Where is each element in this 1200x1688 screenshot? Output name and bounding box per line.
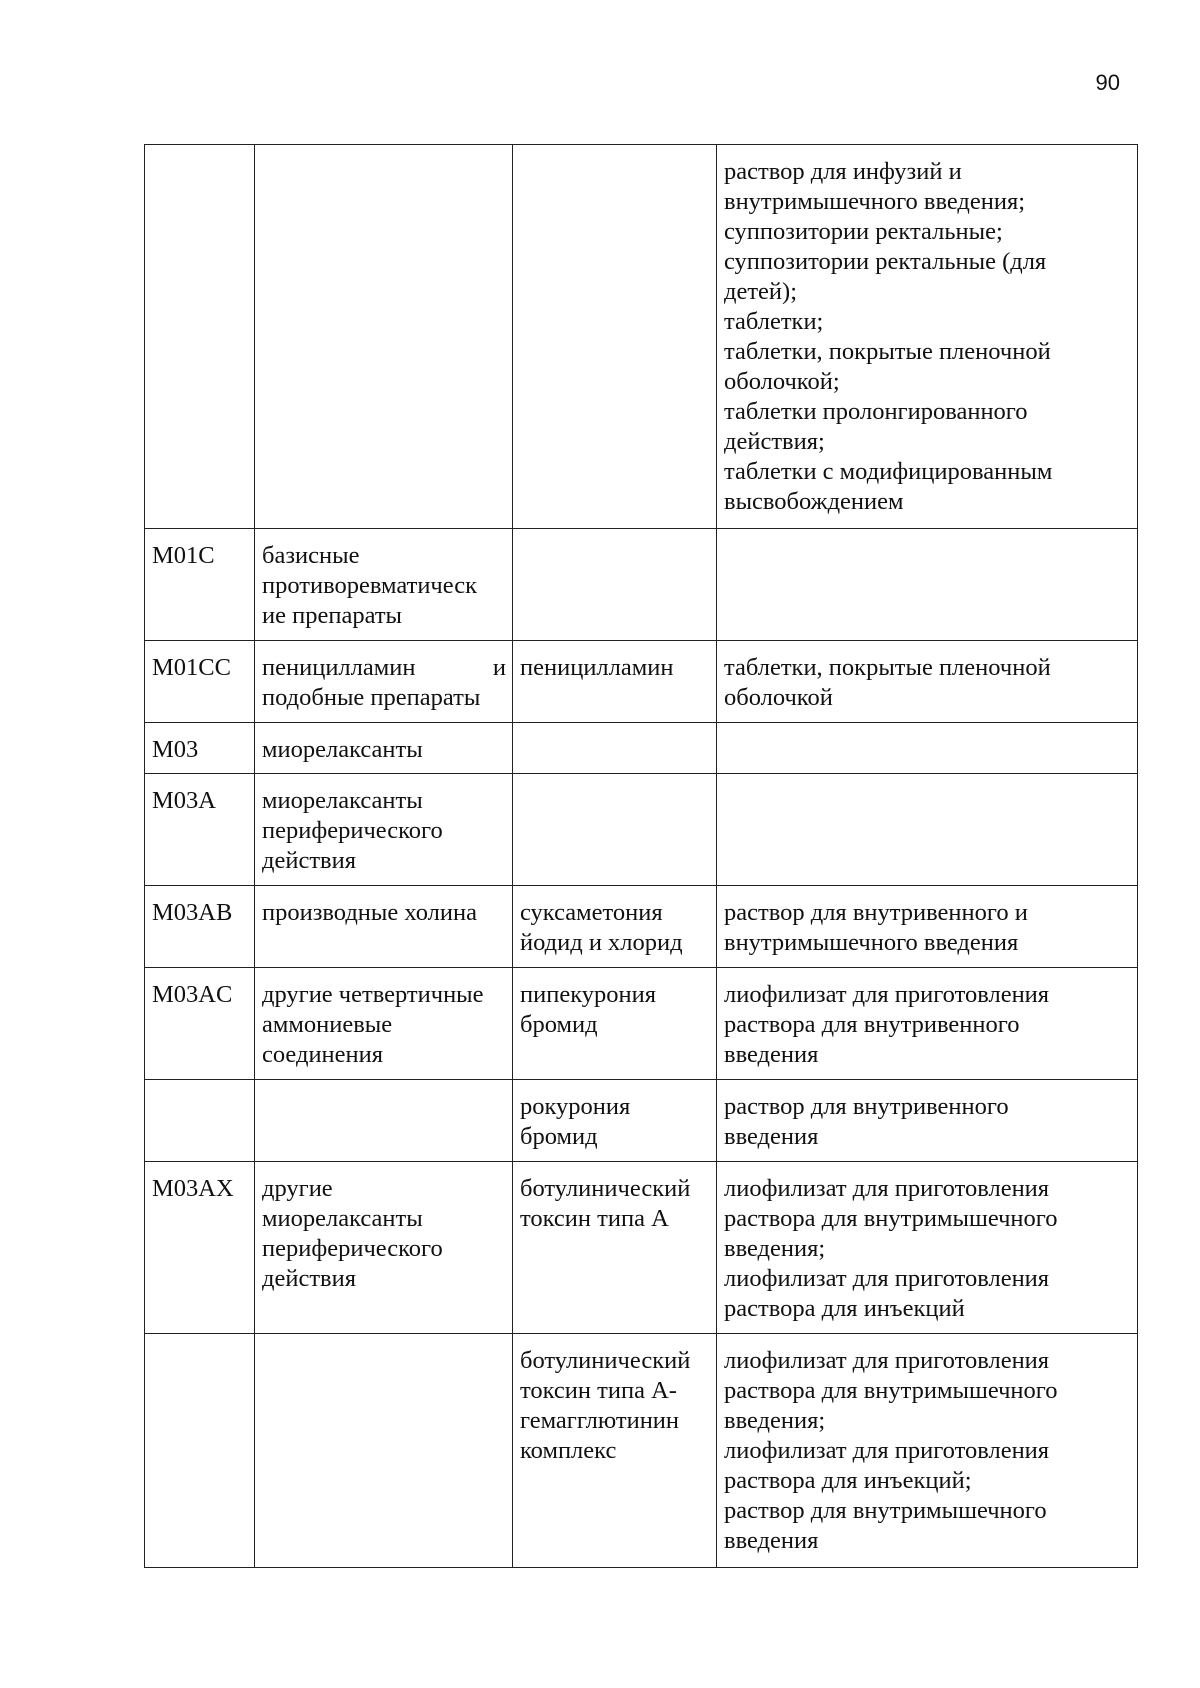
form-cell [717, 641, 1138, 723]
group-word: пеницилламин [262, 654, 416, 681]
dosage-form-line: лиофилизат для приготовления [724, 1347, 1050, 1374]
code-cell [145, 1162, 255, 1334]
group-line: миорелаксанты [262, 736, 423, 763]
form-cell [717, 145, 1138, 529]
dosage-form-line: введения; [724, 1407, 826, 1434]
name-cell [513, 723, 717, 774]
dosage-form-line: раствор для инфузий и [724, 158, 962, 185]
table-row [145, 968, 1138, 1080]
dosage-form-line: таблетки с модифицированным [724, 458, 1053, 485]
form-cell [717, 529, 1138, 641]
dosage-form-line: раствор для внутривенного и [724, 899, 1028, 926]
atc-code: M03AB [152, 899, 233, 926]
form-cell [717, 774, 1138, 886]
dosage-form-line: лиофилизат для приготовления [724, 1437, 1050, 1464]
group-line: действия [262, 847, 356, 874]
dosage-form-line: лиофилизат для приготовления [724, 1175, 1050, 1202]
dosage-form-line: раствора для внутримышечного [724, 1205, 1058, 1232]
dosage-form-line: таблетки, покрытые пленочной [724, 654, 1051, 681]
drug-name-line: токсин типа А- [520, 1377, 677, 1404]
table-row [145, 1080, 1138, 1162]
name-cell [513, 1162, 717, 1334]
drug-name-line: комплекс [520, 1437, 617, 1464]
group-line: действия [262, 1265, 356, 1292]
drug-name-line: ботулинический [520, 1175, 691, 1202]
drug-name-line: йодид и хлорид [520, 929, 683, 956]
group-line: аммониевые [262, 1011, 393, 1038]
dosage-form-line: высвобождением [724, 488, 904, 515]
dosage-form-line: введения [724, 1041, 819, 1068]
table-row [145, 723, 1138, 774]
drug-name-line: гемагглютинин [520, 1407, 680, 1434]
drug-name-line: токсин типа А [520, 1205, 669, 1232]
code-cell [145, 145, 255, 529]
atc-code: M03A [152, 787, 216, 814]
name-cell [513, 641, 717, 723]
dosage-form-line: внутримышечного введения; [724, 188, 1026, 215]
group-cell [255, 1162, 513, 1334]
group-cell [255, 1080, 513, 1162]
name-cell [513, 968, 717, 1080]
group-line: периферического [262, 817, 443, 844]
table-row [145, 1334, 1138, 1568]
group-cell [255, 1334, 513, 1568]
atc-code: M01C [152, 542, 215, 569]
code-cell [145, 723, 255, 774]
page-number: 90 [1095, 70, 1120, 95]
group-cell [255, 529, 513, 641]
group-line: базисные [262, 542, 360, 569]
drug-name-line: суксаметония [520, 899, 663, 926]
name-cell [513, 1334, 717, 1568]
drug-name-line: пеницилламин [520, 654, 674, 681]
form-cell [717, 1334, 1138, 1568]
dosage-form-line: таблетки, покрытые пленочной [724, 338, 1051, 365]
dosage-form-line: оболочкой; [724, 368, 840, 395]
dosage-form-line: введения; [724, 1235, 826, 1262]
dosage-form-line: внутримышечного введения [724, 929, 1019, 956]
table-row [145, 1162, 1138, 1334]
form-cell [717, 1162, 1138, 1334]
atc-code: M03AC [152, 981, 233, 1008]
form-cell [717, 968, 1138, 1080]
dosage-form-line: лиофилизат для приготовления [724, 1265, 1050, 1292]
name-cell [513, 886, 717, 968]
dosage-form-line: лиофилизат для приготовления [724, 981, 1050, 1008]
group-line: подобные препараты [262, 684, 481, 711]
group-line: соединения [262, 1041, 384, 1068]
code-cell [145, 529, 255, 641]
drug-name-line: бромид [520, 1123, 598, 1150]
form-cell [717, 886, 1138, 968]
atc-code: M03 [152, 736, 199, 763]
dosage-form-line: раствор для внутривенного [724, 1093, 1009, 1120]
group-cell [255, 145, 513, 529]
table-row [145, 529, 1138, 641]
dosage-form-line: таблетки пролонгированного [724, 398, 1028, 425]
drug-name-line: ботулинический [520, 1347, 691, 1374]
dosage-form-line: суппозитории ректальные; [724, 218, 1003, 245]
table-row [145, 886, 1138, 968]
dosage-form-line: введения [724, 1527, 819, 1554]
group-cell [255, 641, 513, 723]
table-body [145, 145, 1138, 1568]
name-cell [513, 145, 717, 529]
dosage-form-line: раствора для внутримышечного [724, 1377, 1058, 1404]
code-cell [145, 641, 255, 723]
group-line: производные холина [262, 899, 477, 926]
name-cell [513, 529, 717, 641]
form-cell [717, 723, 1138, 774]
group-cell [255, 886, 513, 968]
drug-name-line: рокурония [520, 1093, 631, 1120]
dosage-form-line: введения [724, 1123, 819, 1150]
code-cell [145, 968, 255, 1080]
group-cell [255, 968, 513, 1080]
dosage-form-line: суппозитории ректальные (для [724, 248, 1047, 275]
table-row [145, 145, 1138, 529]
dosage-form-line: таблетки; [724, 308, 824, 335]
name-cell [513, 774, 717, 886]
group-cell [255, 723, 513, 774]
group-line: другие четвертичные [262, 981, 484, 1008]
group-line: другие [262, 1175, 333, 1202]
dosage-form-line: детей); [724, 278, 797, 305]
group-word: и [492, 654, 506, 681]
drug-table [144, 144, 1138, 1568]
group-cell [255, 774, 513, 886]
group-line: миорелаксанты [262, 787, 423, 814]
code-cell [145, 774, 255, 886]
drug-name-line: бромид [520, 1011, 598, 1038]
atc-code: M01CC [152, 654, 231, 681]
group-line [262, 653, 506, 683]
group-line: миорелаксанты [262, 1205, 423, 1232]
table-row [145, 774, 1138, 886]
dosage-form-line: действия; [724, 428, 825, 455]
form-cell [717, 1080, 1138, 1162]
dosage-form-line: оболочкой [724, 684, 833, 711]
table-row [145, 641, 1138, 723]
name-cell [513, 1080, 717, 1162]
group-line: противоревматическ [262, 572, 478, 599]
group-line: ие препараты [262, 602, 402, 629]
atc-code: M03AX [152, 1175, 234, 1202]
dosage-form-line: раствора для внутривенного [724, 1011, 1020, 1038]
group-line: периферического [262, 1235, 443, 1262]
code-cell [145, 1334, 255, 1568]
dosage-form-line: раствора для инъекций [724, 1295, 965, 1322]
dosage-form-line: раствор для внутримышечного [724, 1497, 1047, 1524]
drug-name-line: пипекурония [520, 981, 657, 1008]
code-cell [145, 1080, 255, 1162]
code-cell [145, 886, 255, 968]
dosage-form-line: раствора для инъекций; [724, 1467, 972, 1494]
